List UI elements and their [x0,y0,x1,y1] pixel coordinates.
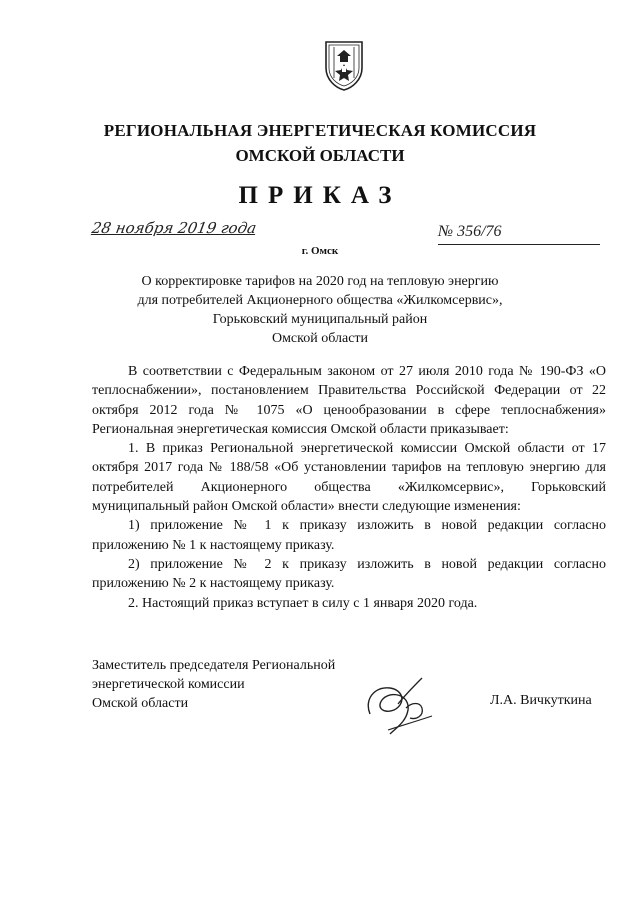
order-body [92,362,606,613]
subject-line: О корректировке тарифов на 2020 год на тепловую энергию [141,274,499,289]
org-name-line1: РЕГИОНАЛЬНАЯ ЭНЕРГЕТИЧЕСКАЯ КОМИССИЯ [103,121,537,140]
omsk-coat-of-arms-icon [322,38,366,92]
signatory-position-line: Заместитель председателя Региональной [92,658,336,673]
subject-line: Омской области [271,331,369,346]
doc-number-underline [438,244,600,245]
signatory-name: Л.А. Вичкуткина [490,693,592,708]
body-paragraph: 1. В приказ Региональной энергетической комиссии Омской области от 17 октября 2017 года № 188/58 «Об установлении тарифов на тепловую энергию для потребителей Акционерного общества «Жилкомсервис», Горьковский муниципальный район Омской области» внести следующие изменения: [92,441,606,515]
body-paragraph: 2) приложение № 2 к приказу изложить в новой редакции согласно приложению № 2 к настоящему приказу. [92,556,606,592]
order-subject [0,272,640,348]
signatory-position-line: Омской области [92,696,189,711]
subject-line: для потребителей Акционерного общества «Жилкомсервис», [137,293,503,308]
body-paragraph: В соответствии с Федеральным законом от 27 июля 2010 года № 190-ФЗ «О теплоснабжении», постановлением Правительства Российской Федерации от 22 октября 2012 года № 1075 «О ценообразовании в сфере теплоснабжения» Региональная энергетическая комиссия Омской области приказывает: [92,364,606,437]
body-paragraph: 1) приложение № 1 к приказу изложить в новой редакции согласно приложению № 1 к настоящему приказу. [92,518,606,553]
body-paragraph: 2. Настоящий приказ вступает в силу с 1 января 2020 года. [128,595,478,611]
city-label: г. Омск [301,245,339,257]
org-name-line2: ОМСКОЙ ОБЛАСТИ [235,146,405,165]
handwritten-doc-number: № 356/76 [438,223,502,240]
document-type-title: ПРИКАЗ [238,182,402,209]
signatory-position [92,656,335,713]
signatory-position-line: энергетической комиссии [92,677,245,692]
handwritten-signature [360,664,445,742]
handwritten-date: 28 ноября 2019 года [90,219,258,237]
subject-line: Горьковский муниципальный район [212,312,428,327]
